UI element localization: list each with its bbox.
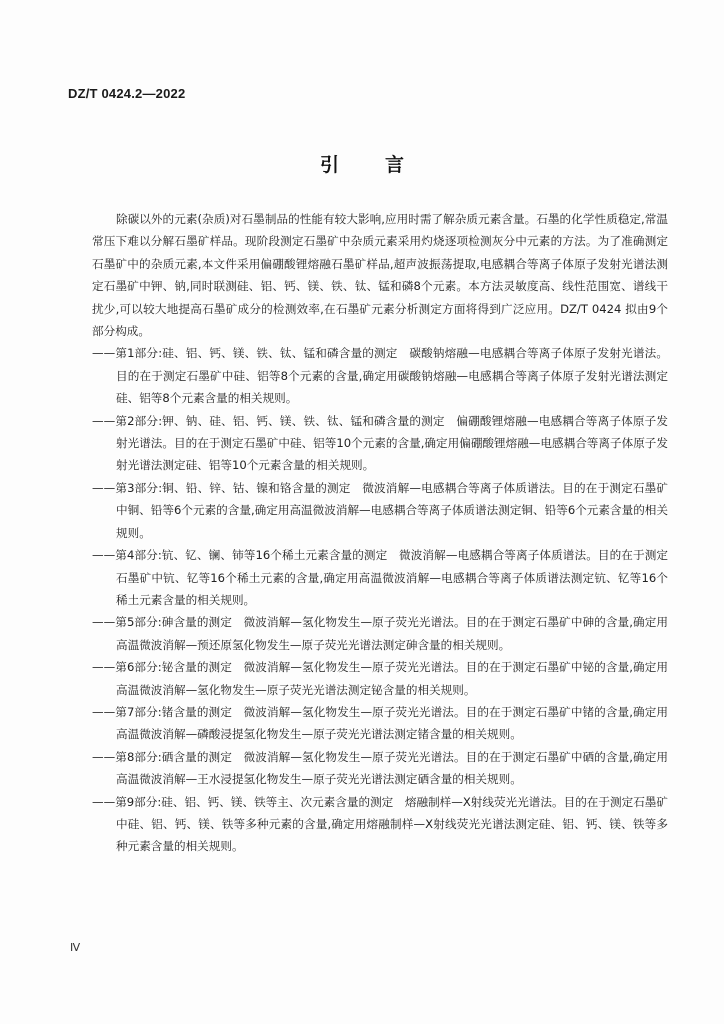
list-item-part-6: ——第6部分:铋含量的测定 微波消解—氢化物发生—原子荧光光谱法。目的在于测定石墨矿中铋的含量,确定用高温微波消解—氢化物发生—原子荧光光谱法测定铋含量的相关规则。: [92, 660, 668, 697]
page-title: 引言: [319, 154, 450, 176]
list-item-part-7: ——第7部分:锗含量的测定 微波消解—氢化物发生—原子荧光光谱法。目的在于测定石墨矿中锗的含量,确定用高温微波消解—磷酸浸提氢化物发生—原子荧光光谱法测定锗含量的相关规则。: [92, 704, 668, 742]
list-item-part-9: ——第9部分:硅、铝、钙、镁、铁等主、次元素含量的测定 熔融制样—X射线荧光光谱法。目的在于测定石墨矿中硅、铝、钙、镁、铁等多种元素的含量,确定用熔融制样—X射线荧光光谱法测定硅、铝、钙、镁、铁等多种元素含量的相关规则。: [92, 794, 668, 854]
document-body: [92, 208, 668, 858]
list-item-part-4: ——第4部分:钪、钇、镧、铈等16个稀土元素含量的测定 微波消解—电感耦合等离子体质谱法。目的在于测定石墨矿中钪、钇等16个稀土元素的含量,确定用高温微波消解—电感耦合等离子体质谱法测定钪、钇等16个稀土元素含量的相关规则。: [92, 548, 668, 607]
list-item-part-8: ——第8部分:硒含量的测定 微波消解—氢化物发生—原子荧光光谱法。目的在于测定石墨矿中硒的含量,确定用高温微波消解—王水浸提氢化物发生—原子荧光光谱法测定硒含量的相关规则。: [92, 749, 668, 787]
intro-paragraph: 除碳以外的元素(杂质)对石墨制品的性能有较大影响,应用时需了解杂质元素含量。石墨的化学性质稳定,常温常压下难以分解石墨矿样品。现阶段测定石墨矿中杂质元素采用灼烧逐项检测灰分中元素的方法。为了准确测定石墨矿中的杂质元素,本文件采用偏硼酸锂熔融石墨矿样品,超声波振荡提取,电感耦合等离子体原子发射光谱法测定石墨矿中钾、钠,同时联测硅、铝、钙、镁、铁、钛、锰和磷8个元素。本方法灵敏度高、线性范围宽、谱线干扰少,可以较大地提高石墨矿成分的检测效率,在石墨矿元素分析测定方面将得到广泛应用。DZ/T 0424 拟由9个部分构成。: [92, 212, 668, 339]
list-item-part-1: ——第1部分:硅、铝、钙、镁、铁、钛、锰和磷含量的测定 碳酸钠熔融—电感耦合等离子体原子发射光谱法。目的在于测定石墨矿中硅、铝等8个元素的含量,确定用碳酸钠熔融—电感耦合等离子体原子发射光谱法测定硅、铝等8个元素含量的相关规则。: [92, 346, 668, 406]
list-item-part-5: ——第5部分:砷含量的测定 微波消解—氢化物发生—原子荧光光谱法。目的在于测定石墨矿中砷的含量,确定用高温微波消解—预还原氢化物发生—原子荧光光谱法测定砷含量的相关规则。: [92, 615, 668, 652]
list-item-part-2: ——第2部分:钾、钠、硅、铝、钙、镁、铁、钛、锰和磷含量的测定 偏硼酸锂熔融—电感耦合等离子体原子发射光谱法。目的在于测定石墨矿中硅、铝等10个元素的含量,确定用偏硼酸锂熔融—电感耦合等离子体原子发射光谱法测定硅、铝等10个元素含量的相关规则。: [92, 413, 668, 473]
list-item-part-3: ——第3部分:铜、铅、锌、钴、镍和铬含量的测定 微波消解—电感耦合等离子体质谱法。目的在于测定石墨矿中铜、铅等6个元素的含量,确定用高温微波消解—电感耦合等离子体质谱法测定铜、铅等6个元素含量的相关规则。: [92, 480, 668, 540]
page-number: Ⅳ: [70, 942, 81, 954]
standard-code: DZ/T 0424.2—2022: [68, 86, 186, 101]
